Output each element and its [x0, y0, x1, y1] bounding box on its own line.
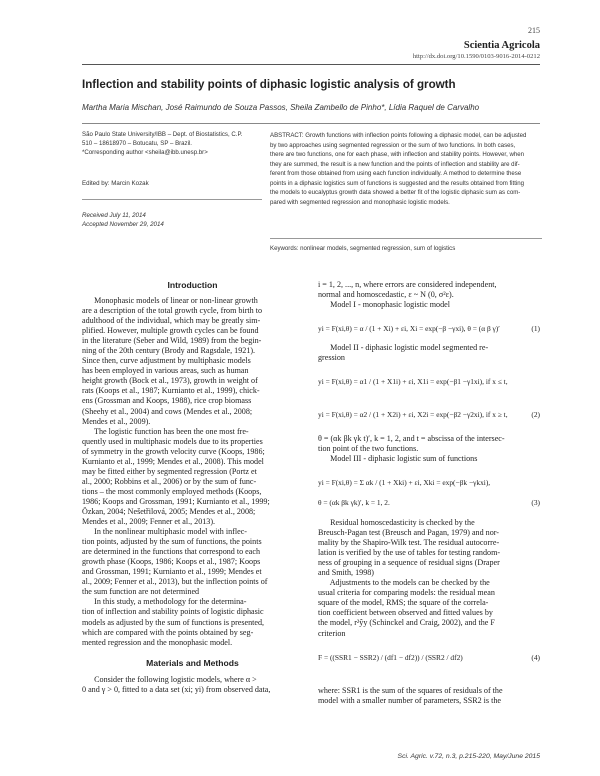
affiliation-line: 510 – 18618970 – Botucatu, SP – Brazil.: [82, 139, 192, 147]
equation-1-number: (1): [531, 324, 540, 333]
article-dates: [82, 211, 164, 229]
text-line: gression: [318, 353, 345, 363]
text-line: plified. However, multiple growth cycles can be found: [82, 326, 259, 336]
residual-text: [318, 518, 540, 639]
corresponding-author: *Corresponding author <sheila@ibb.unesp.br>: [82, 148, 208, 156]
doi-link[interactable]: http://dx.doi.org/10.1590/0103-9016-2014-0212: [412, 53, 540, 60]
introduction-text: [82, 296, 303, 648]
text-line: mented regression and the monophasic model.: [82, 637, 233, 647]
text-line: tion points, adjusted by the sum of functions, the points: [82, 537, 262, 547]
model2-heading: Model II - diphasic logistic model segmented re-: [318, 343, 489, 352]
text-line: Mendes et al., 2009; Fenner et al., 2013).: [82, 517, 216, 527]
model1-heading: Model I - monophasic logistic model: [318, 300, 450, 310]
text-line: adulthood of the individual, which may be greatly sim-: [82, 316, 261, 326]
text-line: square of the model, RMS; the square of the correla-: [318, 598, 489, 608]
text-line: tions – the most commonly employed methods (Koops,: [82, 486, 262, 496]
page-footer: Sci. Agric. v.72, n.3, p.215-220, May/June 2015: [397, 753, 540, 760]
abstract-line: points in a diphasic logistics sum of functions is suggested and the results obtained from fitting: [270, 179, 525, 187]
text-line: growth phase (Koops, 1986; Koops et al., 1987; Koops: [82, 557, 261, 567]
text-line: are a description of the total growth cycle, from birth to: [82, 306, 263, 316]
abstract-line: they are summed, the result is a new function and the points of inflection and stability are dif-: [270, 160, 520, 168]
where-text: [318, 686, 540, 706]
text-line: ning of the 20th century (Brody and Ragsdale, 1921).: [82, 346, 256, 356]
equation-3a: yi = F(xi,θ) = Σ αk / (1 + Xki) + εi, Xki = exp(−βk −γkxi),: [318, 478, 491, 487]
methods-heading: Materials and Methods: [146, 658, 239, 668]
text-line: in the literature (Seber and Wild, 1989) from the begin-: [82, 336, 262, 346]
text-line: and Smith, 1998): [318, 568, 374, 578]
equation-4-number: (4): [531, 653, 540, 662]
text-line: usual criteria for comparing models: the residual mean: [318, 588, 495, 598]
abstract-line: by two approaches using segmented regression or the sum of two functions. In both cases,: [270, 141, 516, 149]
text-line: Consider the following logistic models, where α >: [82, 675, 257, 684]
text-line: criterion: [318, 628, 346, 638]
abstract-line: ferent from those obtained from using each function individually. A method to determine these: [270, 170, 522, 178]
accepted-date: Accepted November 29, 2014: [82, 221, 164, 228]
text-line: 1986; Koops and Grossman, 1991; Kurnianto et al., 1999;: [82, 496, 270, 506]
page-number: 215: [528, 26, 540, 35]
text-line: In this study, a methodology for the determina-: [82, 597, 247, 607]
text-line: Breusch-Pagan test (Breusch and Pagan, 1979) and nor-: [318, 528, 499, 538]
abstract-line: there are two functions, one for each phase, with inflection and stability points. However, when: [270, 151, 525, 159]
article-title: Inflection and stability points of diphasic logistic analysis of growth: [82, 78, 456, 91]
text-line: In the nonlinear multiphasic model with inflec-: [82, 527, 247, 537]
equation-4: F = ((SSR1 − SSR2) / (df1 − df2)) / (SSR2 / df2): [318, 653, 463, 662]
text-line: where: SSR1 is the sum of the squares of residuals of the: [318, 686, 503, 695]
text-line: rats (Koops et al., 1987; Kurnianto et al., 1999), chick-: [82, 386, 260, 396]
text-line: are determined in the functions that correspond to each: [82, 547, 260, 557]
methods-text: [82, 675, 303, 695]
title-divider: [82, 123, 540, 124]
text-line: θ = (αk βk γk t)′, k = 1, 2, and t = abscissa of the intersec-: [318, 434, 505, 443]
text-line: Monophasic models of linear or non-linear growth: [82, 296, 258, 305]
journal-name: Scientia Agricola: [463, 40, 540, 51]
text-line: Since then, curve adjustment by multiphasic models: [82, 356, 251, 366]
text-line: models as adjusted by the sum of functions is presented,: [82, 617, 265, 627]
text-line: Kurnianto et al., 1999; Mendes et al., 2008). This model: [82, 456, 264, 466]
text-line: 0 and γ > 0, fitted to a data set (xi; yi) from observed data,: [82, 685, 271, 695]
equation-2-number: (2): [531, 410, 540, 419]
text-line: tion of inflection and stability points of logistic diphasic: [82, 607, 264, 617]
editor-line: Edited by: Marcin Kozak: [82, 180, 149, 187]
abstract-line: ABSTRACT: Growth functions with inflection points following a diphasic model, can be adjusted: [270, 132, 527, 139]
text-line: the sum function are not determined: [82, 587, 200, 597]
article-authors: Martha Maria Mischan, José Raimundo de Souza Passos, Sheila Zambello de Pinho*, Lídia Raquel de Carvalho: [82, 103, 480, 112]
text-line: Özkan, 2004; Nešetřilová, 2005; Mendes et al., 2008;: [82, 506, 256, 516]
text-line: height growth (Bock et al., 1973), growth in weight of: [82, 376, 258, 386]
text-line: ness of grouping in a sequence of residual signs (Draper: [318, 558, 500, 568]
theta-definition: [318, 434, 540, 464]
equation-3b: θ = (αk βk γk)′, k = 1, 2.: [318, 498, 390, 507]
received-date: Received July 11, 2014: [82, 212, 146, 219]
model3-heading: Model III - diphasic logistic sum of functions: [318, 454, 478, 464]
affiliation: [82, 131, 262, 157]
text-line: (Sheehy et al., 2004) and cows (Mendes et al., 2008;: [82, 406, 253, 416]
abstract-line: pared with segmented regression and monophasic logistic models.: [270, 198, 450, 206]
equation-3-number: (3): [531, 498, 540, 507]
text-line: has been employed in various areas, such as human: [82, 366, 249, 376]
affiliation-line: São Paulo State University/IBB – Dept. of Biostatistics, C.P.: [82, 131, 243, 138]
text-line: al., 2000; Robbins et al., 2006) or by the sum of func-: [82, 476, 257, 486]
text-line: the model, r²ŷy (Schinckel and Craig, 2002), and the F: [318, 618, 495, 628]
text-line: may be fitted either by segmented regression (Portz et: [82, 466, 257, 476]
text-line: which are compared with the points obtained by seg-: [82, 627, 254, 637]
introduction-heading: Introduction: [167, 280, 218, 290]
text-line: Residual homoscedasticity is checked by the: [318, 518, 475, 527]
text-line: model with a smaller number of parameters, SSR2 is the: [318, 696, 501, 706]
text-line: i = 1, 2, ..., n, where errors are considered independent,: [318, 280, 497, 289]
text-line: tion point of the two functions.: [318, 444, 419, 454]
text-line: The logistic function has been the one most fre-: [82, 426, 249, 436]
text-line: ens (Grossman and Koops, 1988), rice crop biomass: [82, 396, 252, 406]
header-divider: [82, 64, 540, 65]
text-line: Mendes et al., 2009).: [82, 416, 151, 426]
text-line: of symmetry in the growth velocity curve (Koops, 1986;: [82, 446, 265, 456]
text-line: lation is verified by the use of tables for testing random-: [318, 548, 501, 558]
abstract-line: the models to eucalyptus growth data showed a better fit of the logistic diphasic sum as com-: [270, 189, 521, 197]
text-line: al., 2009; Fenner et al., 2013), but the inflection points of: [82, 577, 268, 587]
affiliation-divider: [82, 199, 262, 200]
keywords: Keywords: nonlinear models, segmented regression, sum of logistics: [270, 245, 456, 252]
text-line: Adjustments to the models can be checked by the: [318, 578, 490, 588]
model-intro-text: [318, 280, 540, 310]
text-line: tion coefficient between observed and fitted values by: [318, 608, 493, 618]
equation-2a: yi = F(xi,θ) = α1 / (1 + X1i) + εi, X1i = exp(−β1 −γ1xi), if x ≤ t,: [318, 377, 508, 386]
text-line: and Grossman, 1991; Kurnianto et al., 1999; Mendes et: [82, 567, 262, 577]
abstract: [270, 131, 542, 207]
keywords-divider: [270, 238, 542, 239]
equation-2b: yi = F(xi,θ) = α2 / (1 + X2i) + εi, X2i = exp(−β2 −γ2xi), if x ≥ t,: [318, 410, 508, 419]
text-line: normal and homoscedastic, ε ~ N (0, σ²ε).: [318, 290, 454, 300]
equation-1: yi = F(xi,θ) = α / (1 + Xi) + εi, Xi = exp(−β −γxi), θ = (α β γ)′: [318, 324, 500, 333]
text-line: mality by the Shapiro-Wilk test. The residual autocorre-: [318, 538, 500, 548]
text-line: quently used in multiphasic models due to its properties: [82, 436, 263, 446]
model2-text: [318, 343, 540, 363]
